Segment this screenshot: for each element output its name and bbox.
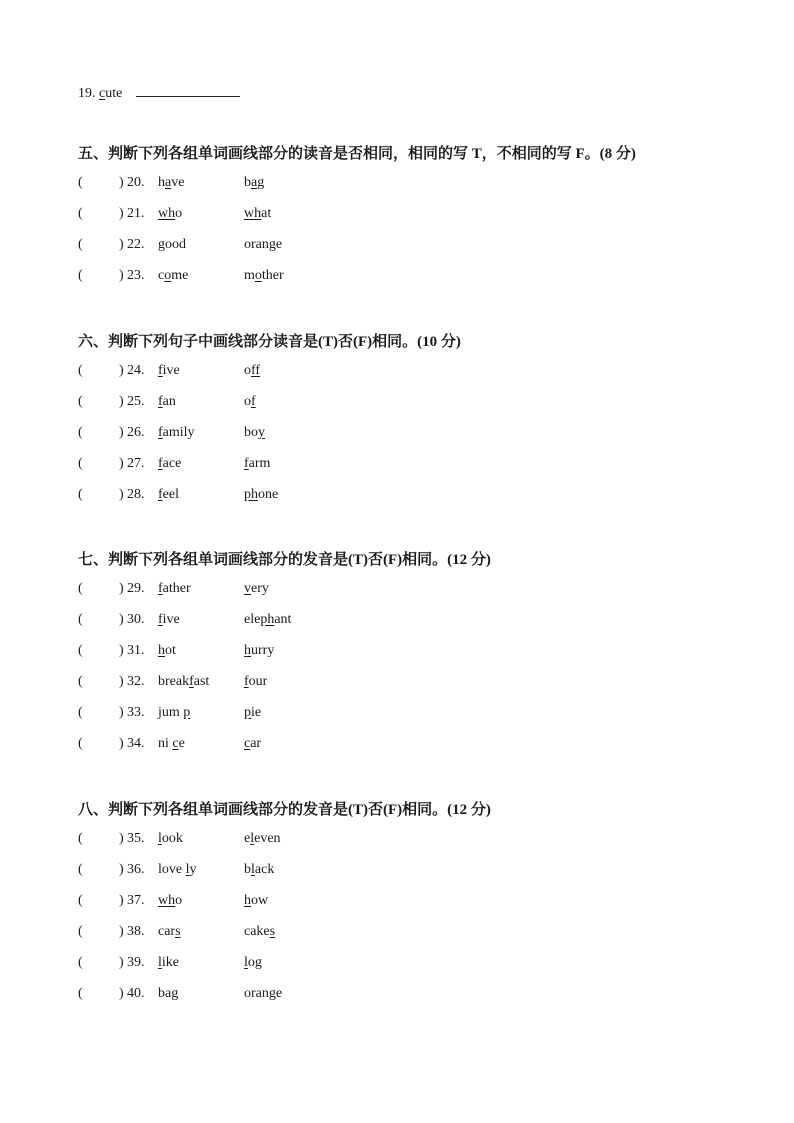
question-row — [78, 829, 758, 860]
answer-paren-open[interactable]: ( — [78, 581, 83, 596]
second-word — [244, 984, 282, 1004]
underlined-letters: a — [165, 175, 172, 190]
underlined-letters: ph — [244, 487, 258, 502]
underlined-letters: h — [158, 643, 165, 658]
first-word — [158, 579, 191, 599]
underlined-letters: f — [158, 394, 163, 409]
question-list — [78, 579, 758, 765]
answer-paren-open[interactable]: ( — [78, 456, 83, 471]
word-part: ot — [165, 643, 176, 658]
underlined-letters: c — [172, 736, 179, 751]
word-part: ood — [165, 237, 186, 252]
word-part: jum — [158, 705, 184, 720]
section-heading: 八、判断下列各组单词画线部分的发音是(T)否(F)相同。(12 分) — [78, 802, 491, 818]
word-part: ack — [254, 862, 275, 877]
question-number: 36. — [127, 862, 145, 877]
second-word — [244, 734, 261, 754]
underlined-letters: g — [268, 237, 276, 252]
answer-paren-close[interactable]: ) — [119, 705, 124, 720]
second-word — [244, 454, 270, 474]
underlined-letters: wh — [244, 206, 262, 221]
word-part: car — [158, 924, 176, 939]
answer-paren-close[interactable]: ) — [119, 487, 124, 502]
underlined-letters: f — [189, 674, 194, 689]
answer-paren-open[interactable]: ( — [78, 394, 83, 409]
underlined-letters: f — [158, 456, 163, 471]
word-part: ie — [251, 705, 262, 720]
question-row — [78, 579, 758, 610]
underlined-letters: f — [244, 456, 249, 471]
underlined-letters: v — [244, 581, 251, 596]
second-word — [244, 204, 271, 224]
word-part: arm — [248, 456, 271, 471]
underlined-letters: o — [254, 268, 262, 283]
question-row — [78, 423, 758, 454]
word-part: oran — [244, 986, 269, 1001]
answer-paren-close[interactable]: ) — [119, 175, 124, 190]
first-word — [158, 860, 197, 880]
answer-paren-close[interactable]: ) — [119, 394, 124, 409]
underlined-letters: l — [158, 955, 162, 970]
underlined-letters: f — [158, 581, 163, 596]
question-row — [78, 734, 758, 765]
question-number: 26. — [127, 425, 145, 440]
question-number: 33. — [127, 705, 145, 720]
word-part: oran — [244, 237, 269, 252]
word-part: eel — [162, 487, 179, 502]
question-row — [78, 641, 758, 672]
answer-paren-close[interactable]: ) — [119, 363, 124, 378]
underlined-letters: ph — [260, 612, 275, 627]
word-part: ni — [158, 736, 173, 751]
second-word — [244, 829, 281, 849]
first-word — [158, 734, 185, 754]
answer-paren-close[interactable]: ) — [119, 736, 124, 751]
question-row — [78, 703, 758, 734]
question-row — [78, 361, 758, 392]
underlined-letters: f — [158, 425, 163, 440]
first-word — [158, 423, 195, 443]
second-word — [244, 235, 282, 255]
word-part: e — [244, 831, 251, 846]
answer-paren-close[interactable]: ) — [119, 237, 124, 252]
question-number: 32. — [127, 674, 145, 689]
word-part: og — [247, 955, 262, 970]
word-part: ar — [250, 736, 262, 751]
underlined-letters: f — [244, 674, 249, 689]
underlined-letters: wh — [158, 893, 176, 908]
answer-paren-close[interactable]: ) — [119, 643, 124, 658]
first-word — [158, 953, 179, 973]
underlined-letters: f — [251, 394, 256, 409]
question-number: 29. — [127, 581, 145, 596]
underlined-letters: h — [244, 893, 251, 908]
underlined-letters: f — [158, 363, 163, 378]
section-8 — [78, 799, 758, 1015]
first-word — [158, 266, 188, 286]
answer-paren-close[interactable]: ) — [119, 831, 124, 846]
section-6 — [78, 331, 758, 516]
question-number: 37. — [127, 893, 145, 908]
answer-paren-open[interactable]: ( — [78, 893, 83, 908]
first-word — [158, 610, 180, 630]
underlined-letters: p — [244, 705, 251, 720]
word-part: amily — [162, 425, 195, 440]
first-word — [158, 454, 181, 474]
second-word — [244, 485, 278, 505]
word-part: one — [258, 487, 279, 502]
first-word — [158, 829, 183, 849]
second-word — [244, 953, 262, 973]
answer-paren-close[interactable]: ) — [119, 986, 124, 1001]
second-word — [244, 579, 269, 599]
underlined-letters: f — [158, 612, 163, 627]
question-list — [78, 173, 758, 297]
word-part: o — [175, 893, 183, 908]
answer-paren-open[interactable]: ( — [78, 736, 83, 751]
word-part: ook — [161, 831, 183, 846]
question-list — [78, 361, 758, 516]
word-part: e — [275, 237, 283, 252]
first-word — [158, 891, 182, 911]
question-number: 20. — [127, 175, 145, 190]
word-part: ike — [161, 955, 179, 970]
question-row — [78, 454, 758, 485]
answer-paren-open[interactable]: ( — [78, 643, 83, 658]
first-word — [158, 641, 176, 661]
question-number: 28. — [127, 487, 145, 502]
second-word — [244, 173, 264, 193]
word-rest: ute — [105, 86, 123, 101]
word-part: c — [158, 268, 165, 283]
answer-paren-open[interactable]: ( — [78, 363, 83, 378]
word-part: ant — [274, 612, 292, 627]
question-row — [78, 485, 758, 516]
underlined-letters: l — [185, 862, 190, 877]
answer-paren-open[interactable]: ( — [78, 237, 83, 252]
first-word — [158, 173, 184, 193]
answer-paren-open[interactable]: ( — [78, 487, 83, 502]
underlined-letters: y — [258, 425, 265, 440]
underlined-letters: g — [171, 986, 179, 1001]
first-word — [158, 361, 180, 381]
question-row — [78, 235, 758, 266]
word-part: e — [275, 986, 283, 1001]
question-row — [78, 204, 758, 235]
underlined-letters: c — [244, 736, 251, 751]
underlined-letters: l — [244, 955, 248, 970]
second-word — [244, 860, 274, 880]
second-word — [244, 703, 261, 723]
second-word — [244, 361, 260, 381]
underlined-letters: f — [158, 487, 163, 502]
question-row — [78, 953, 758, 984]
word-part: o — [175, 206, 183, 221]
first-word — [158, 922, 181, 942]
second-word — [244, 392, 256, 412]
section-heading: 六、判断下列句子中画线部分读音是(T)否(F)相同。(10 分) — [78, 334, 461, 350]
second-word — [244, 891, 268, 911]
first-word — [158, 984, 178, 1004]
second-word — [244, 423, 265, 443]
second-word — [244, 266, 284, 286]
first-word — [158, 485, 179, 505]
word-part: b — [244, 862, 251, 877]
word-part: o — [244, 394, 251, 409]
question-number: 24. — [127, 363, 145, 378]
question-number: 35. — [127, 831, 145, 846]
question-number: 21. — [127, 206, 145, 221]
word-part: ther — [261, 268, 284, 283]
first-word — [158, 672, 209, 692]
underlined-letters: ff — [251, 363, 261, 378]
word-part: ast — [193, 674, 210, 689]
word-part: y — [189, 862, 197, 877]
question-number: 31. — [127, 643, 145, 658]
answer-paren-open[interactable]: ( — [78, 425, 83, 440]
underlined-letters: g — [158, 237, 165, 252]
question-row — [78, 610, 758, 641]
answer-paren-close[interactable]: ) — [119, 955, 124, 970]
underlined-letters: a — [251, 175, 258, 190]
word-part: ace — [162, 456, 182, 471]
underlined-letters: s — [269, 924, 276, 939]
word-part: ba — [158, 986, 172, 1001]
question-number: 40. — [127, 986, 145, 1001]
second-word — [244, 922, 275, 942]
underlined-letters: s — [175, 924, 181, 939]
answer-paren-open[interactable]: ( — [78, 612, 83, 627]
question-number: 22. — [127, 237, 145, 252]
second-word — [244, 610, 291, 630]
question-row — [78, 173, 758, 204]
answer-paren-close[interactable]: ) — [119, 862, 124, 877]
word-part: ery — [251, 581, 269, 596]
first-word — [158, 235, 186, 255]
underlined-letters: o — [164, 268, 172, 283]
answer-paren-open[interactable]: ( — [78, 206, 83, 221]
word-part: ow — [251, 893, 269, 908]
question-row — [78, 922, 758, 953]
answer-paren-open[interactable]: ( — [78, 986, 83, 1001]
word-part: break — [158, 674, 190, 689]
underlined-letters: g — [268, 986, 276, 1001]
word-part: b — [244, 175, 251, 190]
second-word — [244, 641, 274, 661]
word-part: an — [162, 394, 176, 409]
second-word — [244, 672, 267, 692]
answer-paren-close[interactable]: ) — [119, 268, 124, 283]
first-word — [158, 392, 176, 412]
answer-paren-open[interactable]: ( — [78, 674, 83, 689]
question-row — [78, 984, 758, 1015]
answer-paren-close[interactable]: ) — [119, 612, 124, 627]
answer-blank[interactable] — [136, 84, 240, 97]
word-part: m — [244, 268, 255, 283]
answer-paren-close[interactable]: ) — [119, 206, 124, 221]
word-part: o — [244, 363, 251, 378]
word-part: me — [171, 268, 189, 283]
word-part: cake — [244, 924, 270, 939]
word-part: urry — [251, 643, 275, 658]
word-part: our — [248, 674, 268, 689]
word-part: bo — [244, 425, 258, 440]
word-part: h — [158, 175, 165, 190]
question-word — [99, 86, 122, 101]
underlined-letters: c — [99, 86, 106, 101]
word-part: ele — [244, 612, 261, 627]
answer-paren-close[interactable]: ) — [119, 456, 124, 471]
first-word — [158, 703, 190, 723]
word-part: ather — [162, 581, 191, 596]
answer-paren-close[interactable]: ) — [119, 924, 124, 939]
first-word — [158, 204, 182, 224]
question-row — [78, 266, 758, 297]
underlined-letters: l — [251, 862, 255, 877]
answer-paren-open[interactable]: ( — [78, 955, 83, 970]
underlined-letters: p — [183, 705, 191, 720]
underlined-letters: wh — [158, 206, 176, 221]
question-19 — [78, 84, 240, 102]
underlined-letters: l — [250, 831, 255, 846]
underlined-letters: l — [158, 831, 162, 846]
question-row — [78, 672, 758, 703]
word-part: ive — [162, 363, 180, 378]
answer-paren-close[interactable]: ) — [119, 425, 124, 440]
question-row — [78, 860, 758, 891]
answer-paren-open[interactable]: ( — [78, 705, 83, 720]
question-number: 39. — [127, 955, 145, 970]
question-number: 34. — [127, 736, 145, 751]
question-list — [78, 829, 758, 1015]
word-part: e — [178, 736, 185, 751]
section-5 — [78, 143, 758, 297]
section-heading: 五、判断下列各组单词画线部分的读音是否相同，相同的写 T，不相同的写 F。(8 分) — [78, 146, 636, 162]
word-part: ve — [171, 175, 185, 190]
word-part: even — [254, 831, 281, 846]
question-row — [78, 891, 758, 922]
question-number: 23. — [127, 268, 145, 283]
question-number: 19. — [78, 86, 96, 101]
answer-paren-open[interactable]: ( — [78, 831, 83, 846]
section-heading: 七、判断下列各组单词画线部分的发音是(T)否(F)相同。(12 分) — [78, 552, 491, 568]
word-part: love — [158, 862, 186, 877]
word-part: at — [261, 206, 272, 221]
underlined-letters: h — [244, 643, 251, 658]
answer-paren-open[interactable]: ( — [78, 862, 83, 877]
question-number: 30. — [127, 612, 145, 627]
question-number: 38. — [127, 924, 145, 939]
section-7 — [78, 549, 758, 765]
answer-paren-open[interactable]: ( — [78, 268, 83, 283]
question-row — [78, 392, 758, 423]
answer-paren-close[interactable]: ) — [119, 893, 124, 908]
answer-paren-open[interactable]: ( — [78, 924, 83, 939]
answer-paren-close[interactable]: ) — [119, 581, 124, 596]
question-number: 27. — [127, 456, 145, 471]
answer-paren-close[interactable]: ) — [119, 674, 124, 689]
question-number: 25. — [127, 394, 145, 409]
word-part: ive — [162, 612, 180, 627]
answer-paren-open[interactable]: ( — [78, 175, 83, 190]
word-part: g — [257, 175, 265, 190]
